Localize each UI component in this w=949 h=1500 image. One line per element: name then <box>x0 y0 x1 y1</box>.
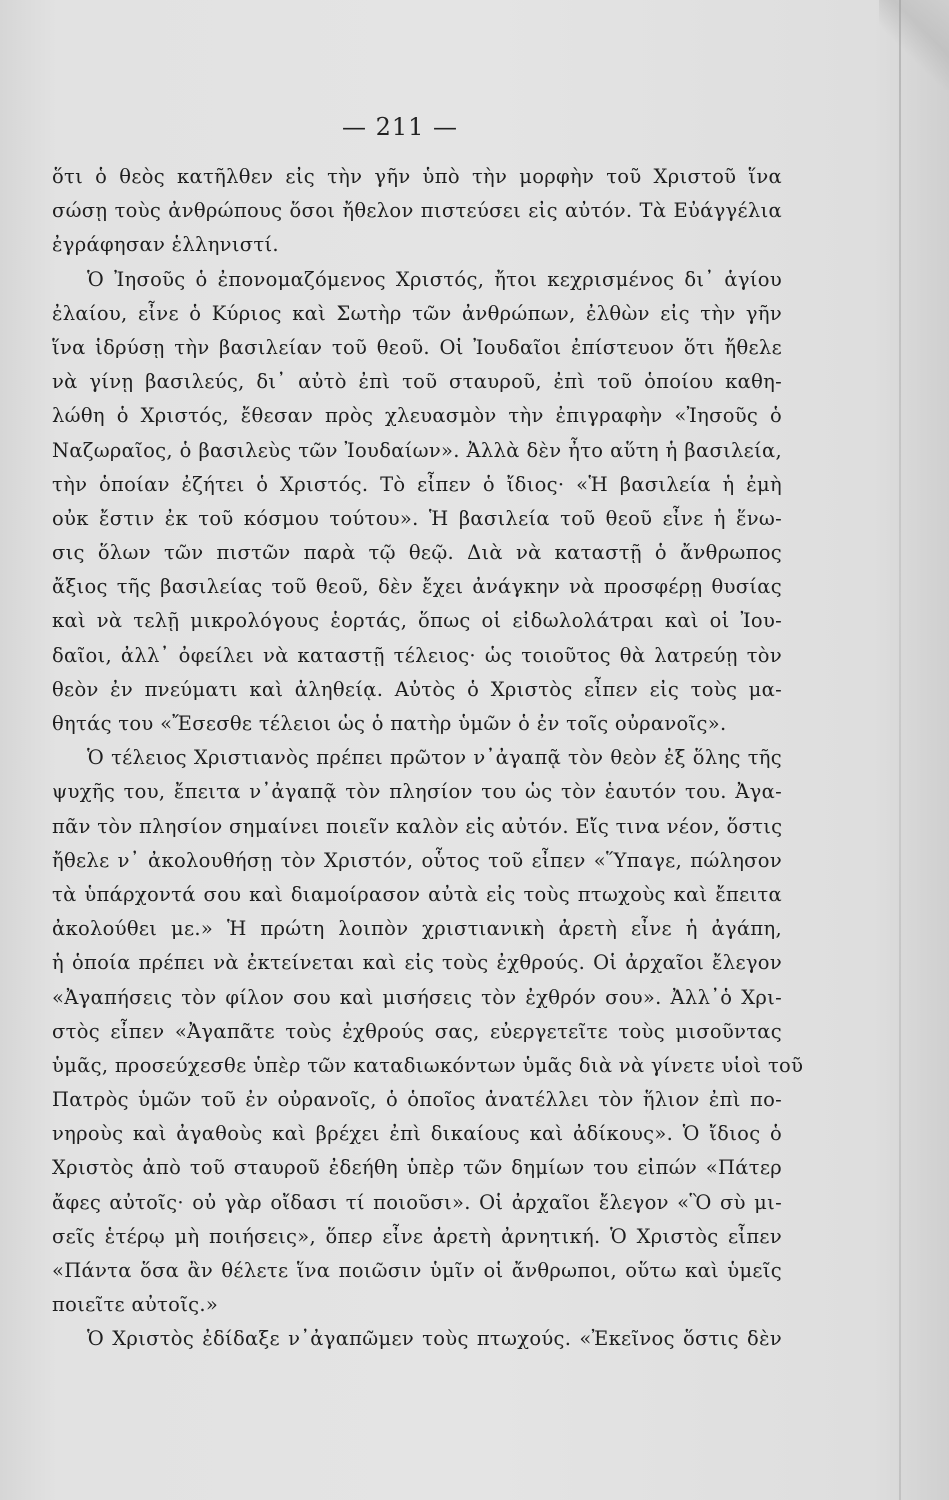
page-corner-shadow <box>879 0 949 90</box>
text-line: ἵνα ἱδρύσῃ τὴν βασιλείαν τοῦ θεοῦ. Οἱ Ἰουδαῖοι ἐπίστευον ὅτι ἤθελε <box>52 335 782 359</box>
text-line: νηροὺς καὶ ἀγαθοὺς καὶ βρέχει ἐπὶ δικαίους καὶ ἀδίκους». Ὁ ἴδιος ὁ <box>52 1122 782 1146</box>
text-line: Ὁ Ἰησοῦς ὁ ἐπονομαζόμενος Χριστός, ἤτοι κεχρισμένος δι᾽ ἁγίου <box>87 267 782 291</box>
text-line: ὑμᾶς, προσεύχεσθε ὑπὲρ τῶν καταδιωκόντων ὑμᾶς διὰ νὰ γίνετε υἱοὶ τοῦ <box>52 1053 804 1077</box>
text-line: «Ἀγαπήσεις τὸν φίλον σου καὶ μισήσεις τὸν ἐχθρόν σου». Ἀλλ᾽ὁ Χρι- <box>52 985 782 1009</box>
text-line: ὅτι ὁ θεὸς κατῆλθεν εἰς τὴν γῆν ὑπὸ τὴν μορφὴν τοῦ Χριστοῦ ἵνα <box>52 165 782 188</box>
text-line: Ναζωραῖος, ὁ βασιλεὺς τῶν Ἰουδαίων». Ἀλλὰ δὲν ἦτο αὕτη ἡ βασιλεία, <box>52 438 782 462</box>
text-line: ἡ ὁποία πρέπει νὰ ἐκτείνεται καὶ εἰς τοὺς ἐχθρούς. Οἱ ἀρχαῖοι ἔλεγον <box>52 951 782 975</box>
text-line: οὐκ ἔστιν ἐκ τοῦ κόσμου τούτου». Ἡ βασιλεία τοῦ θεοῦ εἶνε ἡ ἕνω- <box>52 506 782 530</box>
text-line: σώσῃ τοὺς ἀνθρώπους ὅσοι ἤθελον πιστεύσει εἰς αὐτόν. Τὰ Εὐάγγέλια <box>52 199 782 223</box>
page-number: — 211 — <box>341 113 459 141</box>
text-line: Πατρὸς ὑμῶν τοῦ ἐν οὐρανοῖς, ὁ ὁποῖος ἀνατέλλει τὸν ἥλιον ἐπὶ πο- <box>52 1088 782 1112</box>
text-line: καὶ νὰ τελῇ μικρολόγους ἑορτάς, ὅπως οἱ εἰδωλολάτραι καὶ οἱ Ἰου- <box>52 609 782 633</box>
text-line: «Πάντα ὅσα ἂν θέλετε ἵνα ποιῶσιν ὑμῖν οἱ ἄνθρωποι, οὕτω καὶ ὑμεῖς <box>52 1259 782 1282</box>
text-line: σεῖς ἑτέρῳ μὴ ποιήσεις», ὅπερ εἶνε ἀρετὴ ἀρνητική. Ὁ Χριστὸς εἶπεν <box>52 1224 782 1248</box>
text-line: ψυχῆς του, ἔπειτα ν᾽ἀγαπᾷ τὸν πλησίον του ὡς τὸν ἑαυτόν του. Ἀγα- <box>52 780 782 804</box>
text-line: θητάς του «Ἔσεσθε τέλειοι ὡς ὁ πατὴρ ὑμῶν ὁ ἐν τοῖς οὐρανοῖς». <box>52 712 727 735</box>
text-line: Χριστὸς ἀπὸ τοῦ σταυροῦ ἐδεήθη ὑπὲρ τῶν δημίων του εἰπών «Πάτερ <box>52 1156 782 1180</box>
text-line: δαῖοι, ἀλλ᾽ ὀφείλει νὰ καταστῇ τέλειος· ὡς τοιοῦτος θὰ λατρεύῃ τὸν <box>52 643 782 667</box>
text-line: ἐγράφησαν ἑλληνιστί. <box>52 233 279 257</box>
text-line: Ὁ Χριστὸς ἐδίδαξε ν᾽ἀγαπῶμεν τοὺς πτωχούς. «Ἐκεῖνος ὅστις δὲν <box>87 1327 782 1351</box>
page-fold-line <box>899 0 901 1500</box>
text-line: θεὸν ἐν πνεύματι καὶ ἀληθείᾳ. Αὐτὸς ὁ Χριστὸς εἶπεν εἰς τοὺς μα- <box>52 677 782 701</box>
text-line: τὰ ὑπάρχοντά σου καὶ διαμοίρασον αὐτὰ εἰς τοὺς πτωχοὺς καὶ ἔπειτα <box>52 882 782 906</box>
body-text <box>52 160 804 1357</box>
text-line: στὸς εἶπεν «Ἀγαπᾶτε τοὺς ἐχθρούς σας, εὐεργετεῖτε τοὺς μισοῦντας <box>52 1019 782 1043</box>
text-line: ἐλαίου, εἶνε ὁ Κύριος καὶ Σωτὴρ τῶν ἀνθρώπων, ἐλθὼν εἰς τὴν γῆν <box>52 301 782 325</box>
text-line: λώθη ὁ Χριστός, ἔθεσαν πρὸς χλευασμὸν τὴν ἐπιγραφὴν «Ἰησοῦς ὁ <box>52 404 782 428</box>
text-line: ποιεῖτε αὐτοῖς.» <box>52 1293 219 1317</box>
text-line: σις ὅλων τῶν πιστῶν παρὰ τῷ θεῷ. Διὰ νὰ καταστῇ ὁ ἄνθρωπος <box>52 541 782 565</box>
text-line: ἤθελε ν᾽ ἀκολουθήσῃ τὸν Χριστόν, οὗτος τοῦ εἶπεν «Ὕπαγε, πώλησον <box>52 848 782 872</box>
text-line: τὴν ὁποίαν ἐζήτει ὁ Χριστός. Τὸ εἶπεν ὁ ἴδιος· «Ἡ βασιλεία ἡ ἐμὴ <box>52 472 782 496</box>
text-line: νὰ γίνῃ βασιλεύς, δι᾽ αὐτὸ ἐπὶ τοῦ σταυροῦ, ἐπὶ τοῦ ὁποίου καθη- <box>52 370 782 394</box>
text-line: ἀκολούθει με.» Ἡ πρώτη λοιπὸν χριστιανικὴ ἀρετὴ εἶνε ἡ ἀγάπη, <box>52 917 782 941</box>
text-line: ἄξιος τῆς βασιλείας τοῦ θεοῦ, δὲν ἔχει ἀνάγκην νὰ προσφέρῃ θυσίας <box>52 575 782 599</box>
text-line: ἄφες αὐτοῖς· οὐ γὰρ οἴδασι τί ποιοῦσι». Οἱ ἀρχαῖοι ἔλεγον «Ὃ σὺ μι- <box>52 1190 782 1214</box>
text-line: Ὁ τέλειος Χριστιανὸς πρέπει πρῶτον ν᾽ἀγαπᾷ τὸν θεὸν ἐξ ὅλης τῆς <box>87 746 782 770</box>
text-line: πᾶν τὸν πλησίον σημαίνει ποιεῖν καλὸν εἰς αὐτόν. Εἴς τινα νέον, ὅστις <box>52 814 783 838</box>
